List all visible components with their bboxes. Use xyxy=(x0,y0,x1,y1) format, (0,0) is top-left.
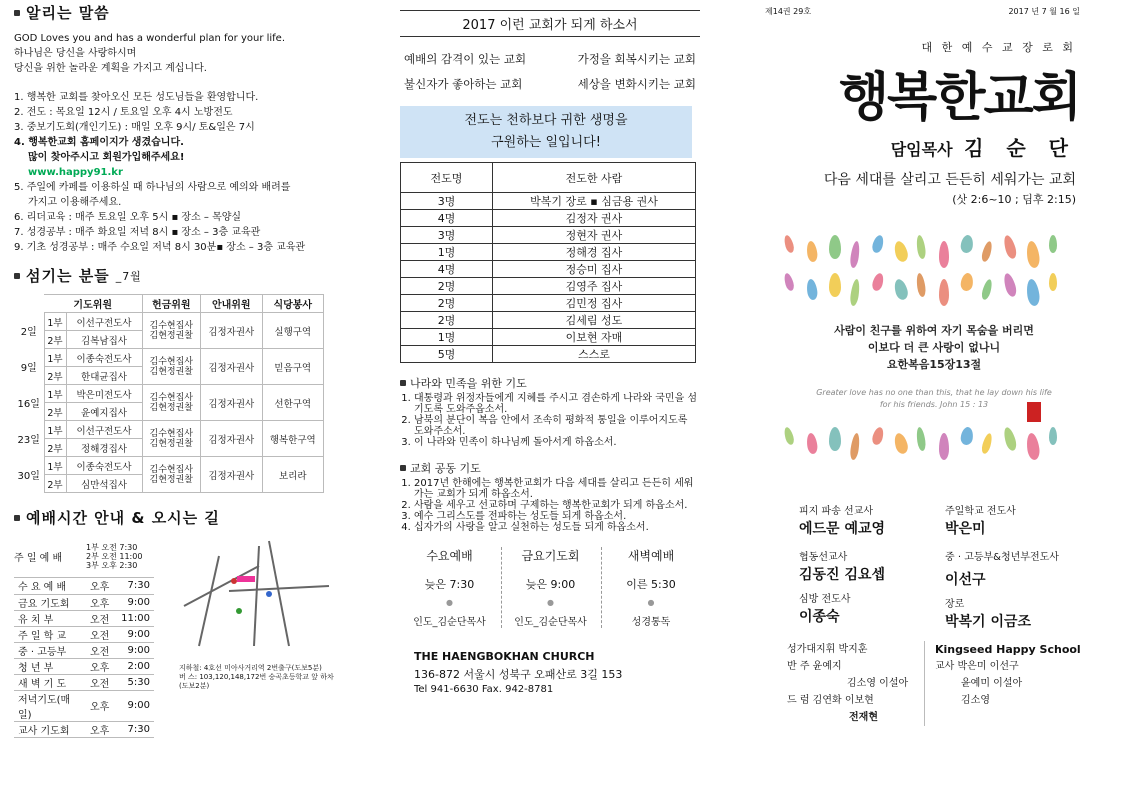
leaf-decoration xyxy=(849,433,861,461)
sunday-service: 주 일 예 배 1부 오전 7:30 2부 오전 11:00 3부 오후 2:30 xyxy=(14,536,154,578)
prayer-item: 2. 남북의 분단이 복음 안에서 조속히 평화적 통일을 이루어지도록 도와주소서. xyxy=(414,415,700,437)
leaf-decoration xyxy=(783,234,796,254)
servers-row xyxy=(14,421,324,439)
leaf-decoration xyxy=(1002,234,1018,260)
prayer-item: 1. 대통령과 위정자들에게 지혜를 주시고 겸손하게 나라와 국민을 섬기도록 도와주옵소서. xyxy=(414,393,700,415)
vision-title: 2017 이런 교회가 되게 하소서 xyxy=(400,10,700,37)
middle-column xyxy=(400,0,700,794)
issue-info xyxy=(765,6,1110,17)
notices-list xyxy=(14,90,344,255)
service-row: 유 치 부 오전 11:00 xyxy=(14,610,154,626)
food-cell: 행복한구역 xyxy=(262,421,323,457)
map-caption: 버 스: 103,120,148,172번 숭곡초등학교 앞 하차(도보2분) xyxy=(179,673,334,690)
leaf-decoration xyxy=(915,235,926,260)
food-cell: 보리라 xyxy=(262,457,323,493)
prayer-cell: 이종숙전도사 xyxy=(66,457,142,475)
service-row: 주 일 학 교 오전 9:00 xyxy=(14,626,154,642)
intro-line: 당신을 위한 놀라운 계획을 가지고 계십니다. xyxy=(14,63,207,74)
day-cell: 30일 xyxy=(17,471,40,482)
notice-item: 5. 주일에 카페를 이용하실 때 하나님의 사람으로 예의와 배려를 xyxy=(14,182,291,193)
leaf-decoration xyxy=(960,272,974,291)
staff-right: 주일학교 전도사 박은미 중 · 고등부&청년부전도사 이선구 장로 박복기 이금조 xyxy=(945,506,1059,630)
denomination: 대 한 예 수 교 장 로 회 xyxy=(921,41,1076,54)
leaf-decoration xyxy=(849,279,861,307)
leaf-decoration xyxy=(915,273,926,298)
schedule-area xyxy=(14,536,344,738)
choir-list: 성가대지휘 박지훈 반 주 윤예지 김소영 이설아 드 럼 김연화 이보현 전재현 xyxy=(765,641,925,726)
volume: 제14권 29호 xyxy=(765,7,812,16)
leaf-decoration xyxy=(829,273,841,297)
evangelism-table xyxy=(400,162,696,363)
leaf-decoration xyxy=(871,234,886,254)
prayer-cell: 김복남집사 xyxy=(66,331,142,349)
leaf-decoration xyxy=(1049,273,1057,291)
verse-ref: (삿 2:6~10 ; 딤후 2:15) xyxy=(952,193,1076,206)
map-caption: 지하철: 4호선 미아사거리역 2번출구(도보5분) xyxy=(179,664,322,672)
church-phone: Tel 941-6630 Fax. 942-8781 xyxy=(414,684,554,695)
staff-left: 피지 파송 선교사 에드문 예교영 협동선교사 김동진 김요셉 심방 전도사 이종숙 xyxy=(799,506,886,625)
part-cell: 1부 xyxy=(44,313,66,331)
evangelism-banner: 전도는 천하보다 귀한 생명을 구원하는 일입니다! xyxy=(400,106,692,158)
servers-header-row xyxy=(14,295,324,313)
part-cell: 2부 xyxy=(44,475,66,493)
art-korean: 사람이 친구를 위하여 자기 목숨을 버리면 이보다 더 큰 사랑이 없나니 요한복음15장13절 xyxy=(834,324,1034,371)
prayer-church-list xyxy=(400,478,700,533)
vision-item: 불신자가 좋아하는 교회 xyxy=(404,77,523,91)
servers-row xyxy=(14,457,324,475)
notices-title: 알리는 말씀 xyxy=(14,2,344,23)
leaf-decoration xyxy=(892,240,909,263)
part-cell: 2부 xyxy=(44,439,66,457)
weekly-services xyxy=(400,547,700,628)
service-row: 저녁기도(매일) 오후 9:00 xyxy=(14,690,154,721)
notice-item: 9. 기초 성경공부 : 매주 수요일 저녁 8시 30분▪ 장소 – 3층 교육관 xyxy=(14,242,306,253)
pastor: 담임목사 김 순 단 xyxy=(890,136,1076,160)
prayer-cell: 윤예지집사 xyxy=(66,403,142,421)
service-wed: 수요예배 늦은 7:30 ● 인도_김순단목사 xyxy=(413,549,486,628)
food-cell: 실행구역 xyxy=(262,313,323,349)
prayer-item: 3. 예수 그리스도를 전파하는 성도들 되게 하옵소서. xyxy=(414,511,700,522)
evangelism-row: 2명 김민정 집사 xyxy=(401,295,696,312)
guide-cell: 김정자권사 xyxy=(201,313,262,349)
leaf-decoration xyxy=(783,426,796,446)
leaf-decoration xyxy=(806,432,819,454)
servers-row xyxy=(14,385,324,403)
service-row: 청 년 부 오후 2:00 xyxy=(14,658,154,674)
guide-cell: 김정자권사 xyxy=(201,421,262,457)
map xyxy=(179,536,339,696)
notice-item: 2. 전도 : 목요일 12시 / 토요일 오후 4시 노방전도 xyxy=(14,107,233,118)
leaf-decoration xyxy=(1025,278,1041,306)
prayer-cell: 심만석집사 xyxy=(66,475,142,493)
bullet-icon xyxy=(400,465,406,471)
leaf-decoration xyxy=(871,426,886,446)
art-english: Greater love has no one than this, that he lay down his life for his friends. John 15 : 13 xyxy=(816,388,1052,409)
servers-title: 섬기는 분들 _7월 xyxy=(14,265,344,286)
prayer-cell: 이종숙전도사 xyxy=(66,349,142,367)
vision-list xyxy=(400,51,700,92)
header-cell: 기도위원 xyxy=(44,295,142,313)
evangelism-row: 3명 박복기 장로 ▪ 심금용 권사 xyxy=(401,193,696,210)
church-logo xyxy=(765,55,1110,130)
leaf-decoration xyxy=(915,427,926,452)
schedule-title: 예배시간 안내 & 오시는 길 xyxy=(14,507,344,528)
prayer-item: 2. 사람을 세우고 선교하며 구제하는 행복한교회가 되게 하옵소서. xyxy=(414,500,700,511)
issue-date: 2017 년 7 월 16 일 xyxy=(1008,7,1080,16)
evangelism-row: 2명 김영주 집사 xyxy=(401,278,696,295)
prayer-church-title: 교회 공동 기도 xyxy=(400,460,700,476)
part-cell: 2부 xyxy=(44,403,66,421)
leaf-decoration xyxy=(829,235,841,259)
service-row: 수 요 예 배 오후 7:30 xyxy=(14,578,154,594)
leaf-decoration xyxy=(1025,432,1041,460)
bullet-icon xyxy=(14,515,20,521)
evangelism-row: 2명 김세림 성도 xyxy=(401,312,696,329)
leaf-decoration xyxy=(783,272,796,292)
guide-cell: 김정자권사 xyxy=(201,457,262,493)
leaf-decoration xyxy=(1002,272,1018,298)
notice-item: 7. 성경공부 : 매주 화요일 저녁 8시 ▪ 장소 – 3층 교육관 xyxy=(14,227,261,238)
notice-item: 많이 찾아주시고 회원가입해주세요! xyxy=(28,152,185,163)
service-row: 중 · 고등부 오전 9:00 xyxy=(14,642,154,658)
service-row: 금요 기도회 오후 9:00 xyxy=(14,594,154,610)
leaf-decoration xyxy=(806,240,819,262)
leaf-decoration xyxy=(1025,240,1041,268)
part-cell: 1부 xyxy=(44,457,66,475)
map-drawing xyxy=(179,536,339,656)
servers-row xyxy=(14,349,324,367)
leaf-decoration xyxy=(1002,426,1018,452)
logo-text: 행복한교회 xyxy=(838,68,1080,128)
leaf-decoration xyxy=(806,278,819,300)
day-cell: 2일 xyxy=(20,327,37,338)
intro-line: GOD Loves you and has a wonderful plan for your life. xyxy=(14,33,286,44)
leaf-decoration xyxy=(960,426,974,445)
prayer-nation-list xyxy=(400,393,700,448)
right-column xyxy=(765,0,1110,794)
prayer-cell: 한대균집사 xyxy=(66,367,142,385)
evangelism-row: 3명 정현자 권사 xyxy=(401,227,696,244)
servers-row xyxy=(14,313,324,331)
church-info xyxy=(400,650,700,695)
bullet-icon xyxy=(14,10,20,16)
seal-stamp xyxy=(1027,402,1041,422)
prayer-cell: 정해경집사 xyxy=(66,439,142,457)
leaf-decoration xyxy=(980,432,993,454)
part-cell: 1부 xyxy=(44,385,66,403)
evangelism-row: 4명 김정자 권사 xyxy=(401,210,696,227)
prayer-cell: 이선구전도사 xyxy=(66,421,142,439)
leaf-decoration xyxy=(829,427,841,451)
intro-line: 하나님은 당신을 사랑하시며 xyxy=(14,48,137,59)
leaf-decoration xyxy=(939,433,949,460)
prayer-item: 4. 십자가의 사랑을 알고 실천하는 성도들 되게 하옵소서. xyxy=(414,522,700,533)
part-cell: 2부 xyxy=(44,367,66,385)
header-cell: 전도명 xyxy=(401,163,493,193)
leaf-decoration xyxy=(892,432,909,455)
offering-cell: 김수현집사 김현정권찰 xyxy=(142,349,201,385)
offering-cell: 김수현집사 김현정권찰 xyxy=(142,457,201,493)
offering-cell: 김수현집사 김현정권찰 xyxy=(142,421,201,457)
church-address: 136-872 서울시 성북구 오패산로 3길 153 xyxy=(414,668,623,681)
notice-item: 1. 행복한 교회를 찾아오신 모든 성도님들을 환영합니다. xyxy=(14,92,259,103)
leaf-decoration xyxy=(1049,235,1057,253)
servers-table xyxy=(14,294,324,493)
offering-cell: 김수현집사 김현정권찰 xyxy=(142,385,201,421)
staff-area xyxy=(765,502,1110,631)
vision-item: 세상을 변화시키는 교회 xyxy=(577,77,696,91)
leaf-decoration xyxy=(980,278,993,300)
prayer-item: 1. 2017년 한해에는 행복한교회가 다음 세대를 살리고 든든히 세워가는 교회가 되게 하옵소서. xyxy=(414,478,700,500)
bullet-icon xyxy=(400,380,406,386)
service-fri: 금요기도회 늦은 9:00 ● 인도_김순단목사 xyxy=(501,547,600,628)
header-cell: 헌금위원 xyxy=(142,295,201,313)
school-list: Kingseed Happy School 교사 박은미 이선구 윤예미 이설아 김소영 xyxy=(935,643,1081,706)
leaf-decoration xyxy=(960,234,974,253)
notice-item: 3. 중보기도회(개인기도) : 매일 오후 9시/ 토&일은 7시 xyxy=(14,122,255,133)
prayer-cell: 이선구전도사 xyxy=(66,313,142,331)
evangelism-row: 5명 스스로 xyxy=(401,346,696,363)
notice-item: 4. 행복한교회 홈페이지가 생겼습니다. xyxy=(14,137,184,148)
evangelism-row: 4명 정승미 집사 xyxy=(401,261,696,278)
motto: 다음 세대를 살리고 든든히 세워가는 교회 xyxy=(823,172,1076,188)
food-cell: 선한구역 xyxy=(262,385,323,421)
leaf-decoration xyxy=(980,240,993,262)
leaf-decoration xyxy=(892,278,909,301)
left-column xyxy=(14,0,344,794)
vision-item: 예배의 감격이 있는 교회 xyxy=(404,52,527,66)
vision-item: 가정을 회복시키는 교회 xyxy=(577,52,696,66)
part-cell: 1부 xyxy=(44,349,66,367)
day-cell: 23일 xyxy=(17,435,40,446)
ministry-area xyxy=(765,641,1110,726)
notices-intro xyxy=(14,31,344,76)
header-cell: 전도한 사람 xyxy=(493,163,696,193)
header-cell: 안내위원 xyxy=(201,295,262,313)
guide-cell: 김정자권사 xyxy=(201,349,262,385)
notice-item: 6. 리더교육 : 매주 토요일 오후 5시 ▪ 장소 – 목양실 xyxy=(14,212,242,223)
guide-cell: 김정자권사 xyxy=(201,385,262,421)
service-rows xyxy=(14,578,154,738)
leaf-decoration xyxy=(939,241,949,268)
prayer-item: 3. 이 나라와 민족이 하나님께 돌아서게 하옵소서. xyxy=(414,437,700,448)
bullet-icon xyxy=(14,273,20,279)
header-cell: 식당봉사 xyxy=(262,295,323,313)
part-cell: 2부 xyxy=(44,331,66,349)
evangelism-row: 1명 이보현 자매 xyxy=(401,329,696,346)
food-cell: 믿음구역 xyxy=(262,349,323,385)
service-row: 새 벽 기 도 오전 5:30 xyxy=(14,674,154,690)
service-dawn: 새벽예배 이른 5:30 ● 성경통독 xyxy=(601,547,700,628)
artwork xyxy=(779,227,1069,482)
part-cell: 1부 xyxy=(44,421,66,439)
prayer-cell: 박은미전도사 xyxy=(66,385,142,403)
leaf-decoration xyxy=(871,272,886,292)
evangelism-row: 1명 정해경 집사 xyxy=(401,244,696,261)
church-name: THE HAENGBOKHAN CHURCH xyxy=(414,650,595,663)
homepage-link[interactable]: www.happy91.kr xyxy=(28,167,123,178)
service-row: 교사 기도회 오후 7:30 xyxy=(14,721,154,737)
notice-item: 가지고 이용해주세요. xyxy=(28,197,122,208)
schedule-table xyxy=(14,536,154,738)
offering-cell: 김수현집사 김현정권찰 xyxy=(142,313,201,349)
prayer-nation-title: 나라와 민족을 위한 기도 xyxy=(400,375,700,391)
leaf-decoration xyxy=(849,241,861,269)
day-cell: 9일 xyxy=(20,363,37,374)
day-cell: 16일 xyxy=(17,399,40,410)
leaf-decoration xyxy=(1049,427,1057,445)
leaf-decoration xyxy=(939,279,949,306)
